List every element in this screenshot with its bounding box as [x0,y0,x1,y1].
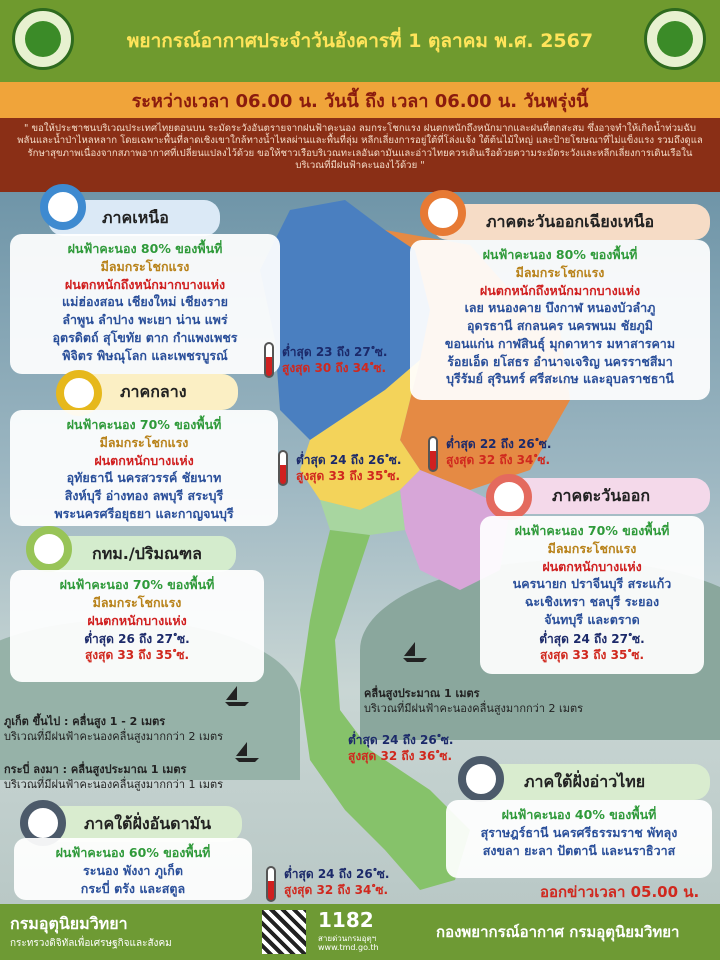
region-card-north [10,234,280,374]
rain-percent: ฝนฟ้าคะนอง 70% ของพื้นที่ [59,577,215,592]
rain-percent: ฝนฟ้าคะนอง 40% ของพื้นที่ [501,807,657,822]
wave-phuket: ภูเก็ต ขึ้นไป : คลื่นสูง 1 - 2 เมตร บริเวณที่มีฝนฟ้าคะนองคลื่นสูงมากกว่า 2 เมตร [4,715,224,744]
province-line: อุตรดิตถ์ สุโขทัย ตาก กำแพงเพชร [52,329,238,345]
rain-percent: ฝนฟ้าคะนอง 80% ของพื้นที่ [67,241,223,256]
website-link[interactable]: www.tmd.go.th [318,943,379,952]
region-card-bkk [10,570,264,682]
thermometer-icon [266,866,276,902]
province-line: อุทัยธานี นครสวรรค์ ชัยนาท [66,470,222,486]
province-line: เลย หนองคาย บึงกาฬ หนองบัวลำภู [464,300,656,316]
rain-percent: ฝนฟ้าคะนอง 70% ของพื้นที่ [66,417,222,432]
province-line: สงขลา ยะลา ปัตตานี และนราธิวาส [482,842,676,858]
wave-krabi: กระบี่ ลงมา : คลื่นสูงประมาณ 1 เมตร บริเวณที่มีฝนฟ้าคะนองคลื่นสูงมากกว่า 1 เมตร [4,763,224,792]
region-card-south-gulf [446,800,712,878]
province-line: สิงห์บุรี อ่างทอง ลพบุรี สระบุรี [64,488,224,503]
sailboat-icon [222,684,252,708]
hotline-number: 1182 [318,908,374,932]
page-title: พยากรณ์อากาศประจำวันอังคารที่ 1 ตุลาคม พ.ศ. 2567 [126,30,594,52]
wind-note: มีลมกระโชกแรง [547,540,637,556]
location-pin-icon [420,190,466,236]
warning-notice: " ขอให้ประชาชนบริเวณประเทศไทยตอนบน ระมัดระวังอันตรายจากฝนฟ้าคะนอง ลมกระโชกแรง ฝนตกหนักถึงหนักมากและฝนที่ตกสะสม ซึ่งอาจทำให้เกิดน้ำท่วมฉับพลันและน้ำป่าไหลหลาก โดยเฉพาะพื้นที่ลาดเชิงเขาใกล้ทางน้ำไหลผ่านและพื้นที่ลุ่ม หลีกเลี่ยงการอยู่ใต้ที่โล่งแจ้ง ใต้ต้นไม้ใหญ่ และป้ายโฆษณาที่ไม่แข็งแรง รวมถึงดูแลรักษาสุขภาพเนื่องจากสภาพอากาศที่เปลี่ยนแปลงไว้ด้วย ขอให้ชาวเรือบริเวณทะเลอันดามันและอ่าวไทยควรเดินเรือด้วยความระมัดระวังและหลีกเลี่ยงการเดินเรือในบริเวณที่มีฝนฟ้าคะนองไว้ด้วย " [0,118,720,192]
footer-ministry: กระทรวงดิจิทัลเพื่อเศรษฐกิจและสังคม [10,938,172,949]
rain-percent: ฝนฟ้าคะนอง 60% ของพื้นที่ [55,845,211,860]
province-line: ลำพูน ลำปาง พะเยา น่าน แพร่ [62,312,228,327]
heavy-rain-note: ฝนตกหนักถึงหนักมากบางแห่ง [64,276,226,292]
region-name: ภาคกลาง [120,381,187,401]
temp-northeast: ต่ำสุด 22 ถึง 26 ํซ. สูงสุด 32 ถึง 34 ํซ. [446,437,552,468]
region-card-south-andaman [14,838,252,900]
temp-east: ต่ำสุด 24 ถึง 27 ํซ. สูงสุด 33 ถึง 35 ํซ. [539,631,645,662]
location-pin-icon [26,526,72,572]
location-pin-icon [486,474,532,520]
region-card-northeast [410,240,710,400]
region-name: ภาคใต้ฝั่งอันดามัน [84,813,212,833]
footer-division: กองพยากรณ์อากาศ กรมอุตุนิยมวิทยา [436,923,680,941]
thermometer-icon [428,436,438,472]
province-line: ระนอง พังงา ภูเก็ต [83,862,183,878]
rain-percent: ฝนฟ้าคะนอง 80% ของพื้นที่ [482,247,638,262]
thermometer-icon [278,450,288,486]
qr-code[interactable] [262,910,306,954]
wind-note: มีลมกระโชกแรง [92,594,182,610]
rain-percent: ฝนฟ้าคะนอง 70% ของพื้นที่ [514,523,670,538]
province-line: พิจิตร พิษณุโลก และเพชรบูรณ์ [62,347,228,363]
province-line: กระบี่ ตรัง และสตูล [80,880,186,896]
sailboat-icon [400,640,430,664]
heavy-rain-note: ฝนตกหนักบางแห่ง [542,558,642,574]
wave-gulf: คลื่นสูงประมาณ 1 เมตร บริเวณที่มีฝนฟ้าคะนองคลื่นสูงมากกว่า 2 เมตร [364,687,584,716]
issue-time: ออกข่าวเวลา 05.00 น. [540,883,700,901]
region-name: ภาคตะวันออก [552,485,651,505]
location-pin-icon [458,756,504,802]
region-name: ภาคเหนือ [102,207,169,227]
heavy-rain-note: ฝนตกหนักบางแห่ง [87,612,187,628]
province-line: ฉะเชิงเทรา ชลบุรี ระยอง [524,594,660,609]
hotline-label: สายด่วนกรมอุตุฯ [318,934,377,943]
footer-dept: กรมอุตุนิยมวิทยา [10,914,128,933]
temp-central: ต่ำสุด 24 ถึง 26 ํซ. สูงสุด 33 ถึง 35 ํซ. [296,453,402,484]
wind-note: มีลมกระโชกแรง [515,264,605,280]
region-header-northeast [432,204,710,240]
region-name: ภาคตะวันออกเฉียงเหนือ [486,211,655,231]
region-card-east [480,516,704,674]
wind-note: มีลมกระโชกแรง [100,258,190,274]
region-name: กทม./ปริมณฑล [92,543,202,563]
province-line: นครนายก ปราจีนบุรี สระแก้ว [512,576,672,592]
province-line: จันทบุรี และตราด [544,611,640,627]
province-line: พระนครศรีอยุธยา และกาญจนบุรี [54,505,234,521]
province-line: ร้อยเอ็ด ยโสธร อำนาจเจริญ นครราชสีมา [447,353,673,369]
thermometer-icon [264,342,274,378]
province-line: ขอนแก่น กาฬสินธุ์ มุกดาหาร มหาสารคาม [444,335,676,351]
footer [0,904,720,960]
wind-note: มีลมกระโชกแรง [99,434,189,450]
temp-bkk: ต่ำสุด 26 ถึง 27 ํซ. สูงสุด 33 ถึง 35 ํซ. [84,632,190,663]
temp-south-andaman: ต่ำสุด 24 ถึง 26 ํซ. สูงสุด 32 ถึง 34 ํซ. [284,867,390,898]
province-line: สุราษฎร์ธานี นครศรีธรรมราช พัทลุง [480,824,678,840]
temp-south-gulf: ต่ำสุด 24 ถึง 26 ํซ. สูงสุด 32 ถึง 36 ํซ. [348,733,454,764]
province-line: บุรีรัมย์ สุรินทร์ ศรีสะเกษ และอุบลราชธานี [446,371,674,387]
location-pin-icon [40,184,86,230]
heavy-rain-note: ฝนตกหนักบางแห่ง [94,452,194,468]
region-card-central [10,410,278,526]
province-line: แม่ฮ่องสอน เชียงใหม่ เชียงราย [62,294,228,310]
region-name: ภาคใต้ฝั่งอ่าวไทย [524,771,646,791]
forecast-period: ระหว่างเวลา 06.00 น. วันนี้ ถึง เวลา 06.00 น. วันพรุ่งนี้ [0,82,720,118]
region-header-south-gulf [470,764,710,800]
heavy-rain-note: ฝนตกหนักถึงหนักมากบางแห่ง [479,282,641,298]
sailboat-icon [232,740,262,764]
province-line: อุดรธานี สกลนคร นครพนม ชัยภูมิ [467,318,653,333]
temp-north: ต่ำสุด 23 ถึง 27 ํซ. สูงสุด 30 ถึง 34 ํซ. [282,345,388,376]
